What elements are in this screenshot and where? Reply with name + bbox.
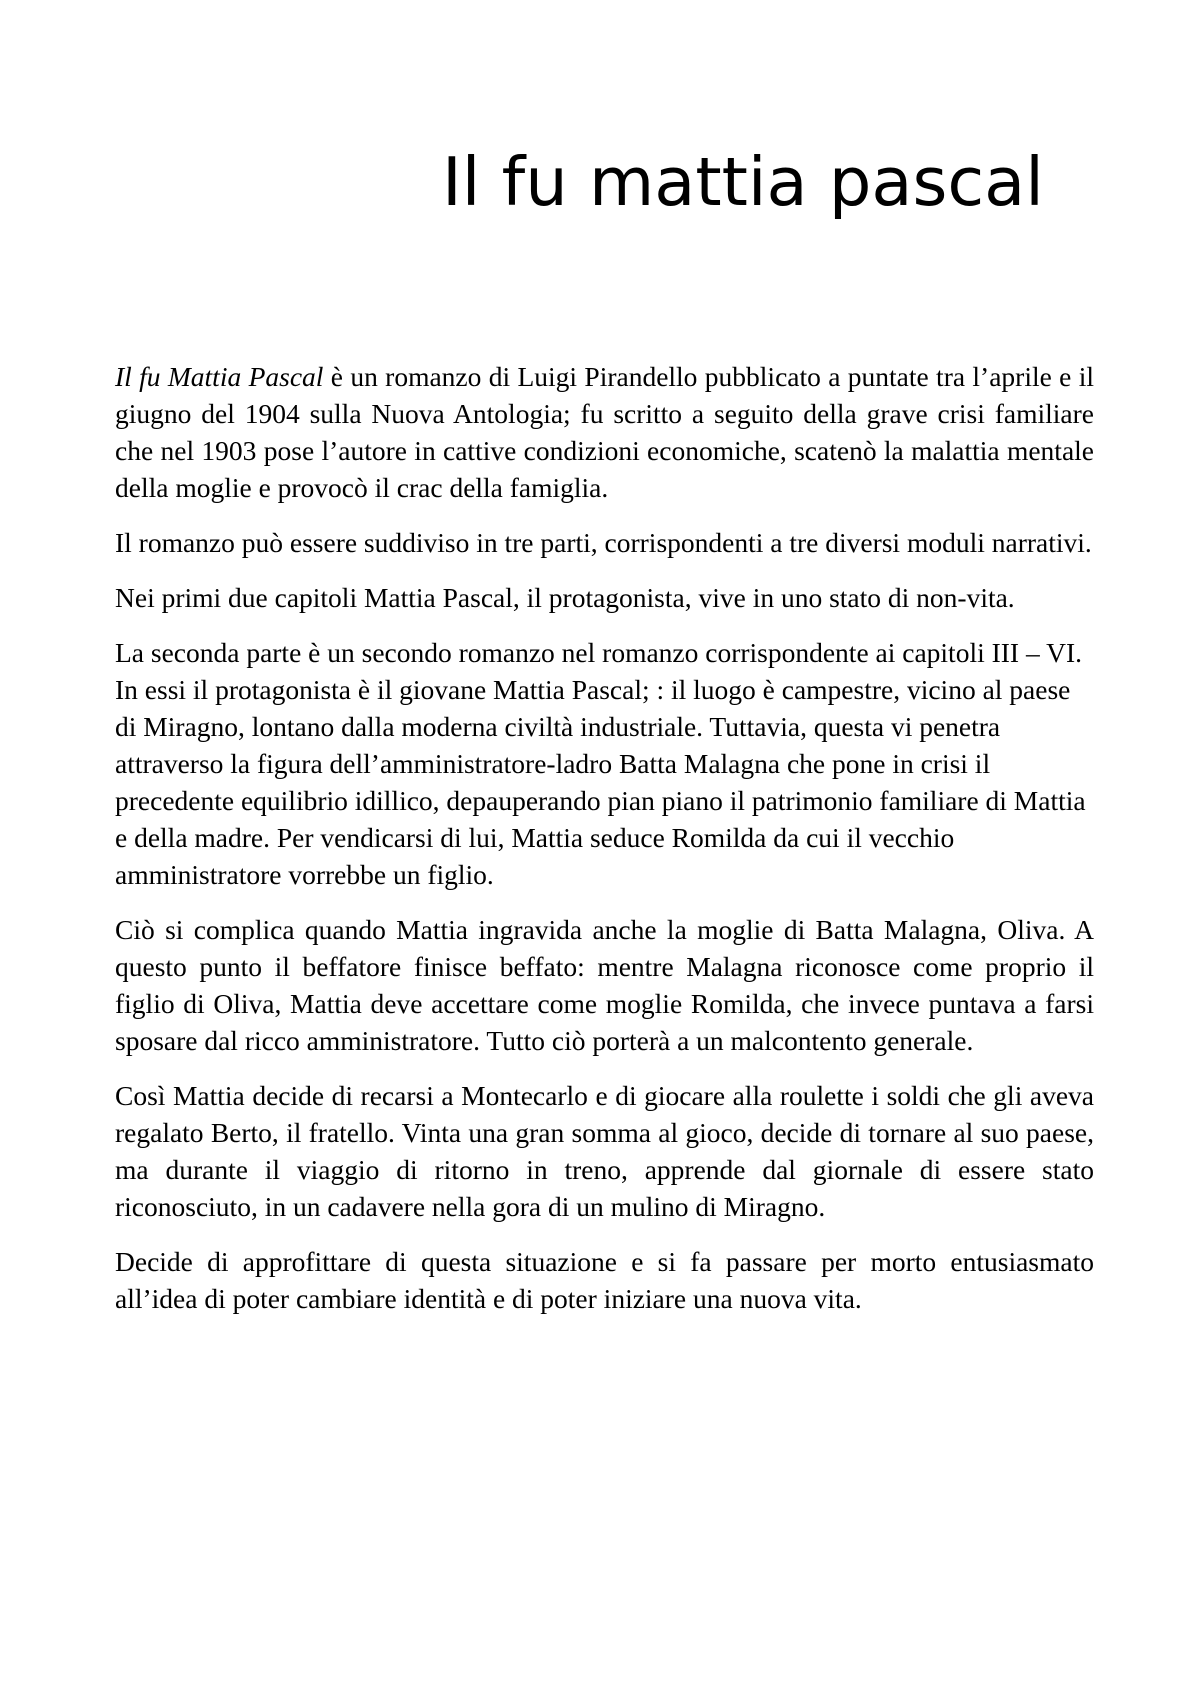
paragraph-second-part: La seconda parte è un secondo romanzo nel romanzo corrispondente ai capitoli III – VI. In essi il protagonista è il giovane Mattia Pascal; : il luogo è campestre, vicino al paese di Miragno, lontano dalla moderna civiltà industriale. Tuttavia, questa vi penetra attraverso la figura dell’amministratore-ladro Batta Malagna che pone in crisi il precedente equilibrio idillico, depauperando pian piano il patrimonio familiare di Mattia e della madre. Per vendicarsi di lui, Mattia seduce Romilda da cui il vecchio amministratore vorrebbe un figlio. — [115, 637, 1086, 890]
document-title: Il fu mattia pascal — [442, 143, 1044, 221]
paragraph-complication: Ciò si complica quando Mattia ingravida anche la moglie di Batta Malagna, Oliva. A questo punto il beffatore finisce beffato: mentre Malagna riconosce come proprio il figlio di Oliva, Mattia deve accettare come moglie Romilda, che invece puntava a farsi sposare dal ricco amministratore. Tutto ciò porterà a un malcontento generale. — [115, 914, 1094, 1056]
paragraph-intro — [115, 358, 1094, 506]
paragraph-structure: Il romanzo può essere suddiviso in tre parti, corrispondenti a tre diversi moduli narrativi. — [115, 527, 1092, 558]
paragraph-intro-text: è un romanzo di Luigi Pirandello pubblicato a puntate tra l’aprile e il giugno del 1904 sulla Nuova Antologia; fu scritto a seguito della grave crisi familiare che nel 1903 pose l’autore in cattive condizioni economiche, scatenò la malattia mentale della moglie e provocò il crac della famiglia. — [115, 361, 1094, 503]
paragraph-new-life: Decide di approfittare di questa situazione e si fa passare per morto entusiasmato all’idea di poter cambiare identità e di poter iniziare una nuova vita. — [115, 1246, 1094, 1314]
paragraph-montecarlo: Così Mattia decide di recarsi a Montecarlo e di giocare alla roulette i soldi che gli aveva regalato Berto, il fratello. Vinta una gran somma al gioco, decide di tornare al suo paese, ma durante il viaggio di ritorno in treno, apprende dal giornale di essere stato riconosciuto, in un cadavere nella gora di un mulino di Miragno. — [115, 1080, 1094, 1222]
document-body — [115, 358, 1094, 1335]
novel-title-italic: Il fu Mattia Pascal — [115, 361, 324, 392]
paragraph-first-chapters: Nei primi due capitoli Mattia Pascal, il protagonista, vive in uno stato di non-vita. — [115, 582, 1015, 613]
